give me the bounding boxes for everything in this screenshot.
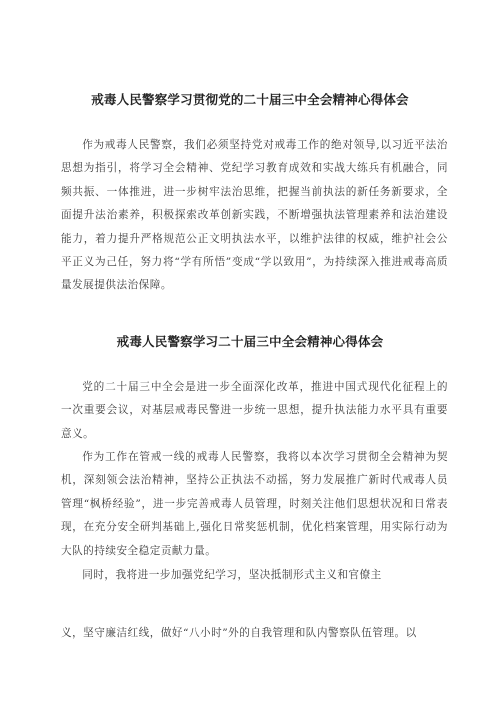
paragraph-1: 作为戒毒人民警察，我们必须坚持党对戒毒工作的绝对领导,以习近平法治思想为指引，将学习全会精神、党纪学习教育成效和实战大练兵有机融合，同频共振、一体推进，进一步树牢法治思维，把握当前执法的新任务新要求，全面提升法治素养，积极探索改革创新实践，不断增强执法管理素养和法治建设能力，着力提升严格规范公正文明执法水平，以维护法律的权威，维护社会公平正义为己任，努力将“学有所悟”变成“学以致用”，为持续深入推进戒毒高质量发展提供法治保障。: [61, 139, 448, 292]
paragraph-4: 同时，我将进一步加强党纪学习，坚决抵制形式主义和官僚主: [82, 569, 382, 581]
paragraph-2: 党的二十届三中全会是进一步全面深化改革，推进中国式现代化征程上的一次重要会议，对基层戒毒民警进一步统一思想，提升执法能力水平具有重要意义。: [61, 381, 448, 440]
paragraph-5: 义，坚守廉洁红线，做好“八小时”外的自我管理和队内警察队伍管理。以: [61, 627, 417, 639]
document-title-1: 戒毒人民警察学习贯彻党的二十届三中全会精神心得体会: [91, 92, 409, 107]
paragraph-3: 作为工作在管戒一线的戒毒人民警察，我将以本次学习贯彻全会精神为契机，深刻领会法治精神，坚持公正执法不动摇，努力发展推广新时代戒毒人员管理“枫桥经验”，进一步完善戒毒人员管理，时刻关注他们思想状况和日常表现，在充分安全研判基础上,强化日常奖惩机制，优化档案管理，用实际行动为大队的持续安全稳定贡献力量。: [61, 451, 448, 557]
document-title-2: 戒毒人民警察学习二十届三中全会精神心得体会: [116, 334, 384, 349]
